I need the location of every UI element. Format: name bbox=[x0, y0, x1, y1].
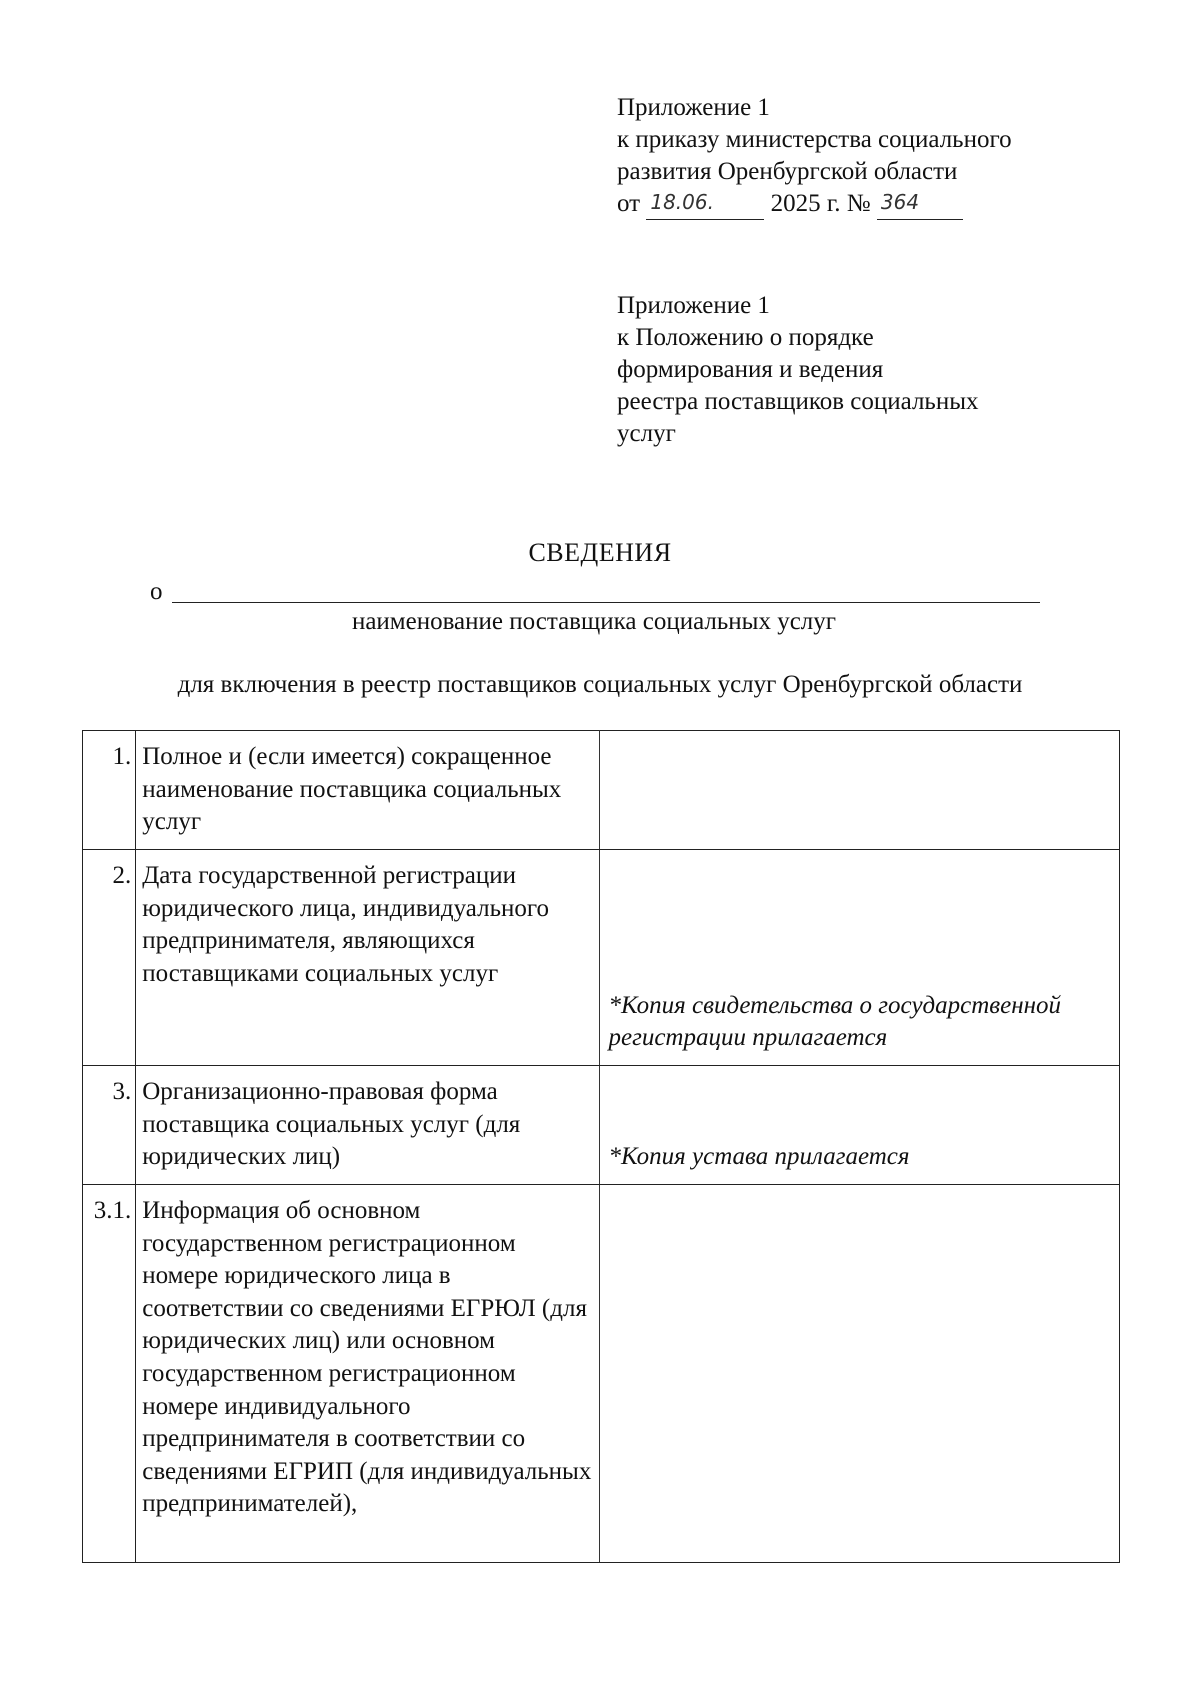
row-number: 3. bbox=[83, 1066, 136, 1185]
about-prefix: о bbox=[150, 578, 163, 605]
row-value-cell[interactable]: *Копия свидетельства о государственной регистрации прилагается bbox=[600, 850, 1120, 1066]
annex-order-line: к приказу министерства социального bbox=[617, 126, 1012, 153]
row-value-cell[interactable]: *Копия устава прилагается bbox=[600, 1066, 1120, 1185]
date-blank bbox=[646, 191, 764, 220]
row-value-cell[interactable] bbox=[600, 731, 1120, 850]
form-purpose: для включения в реестр поставщиков социальных услуг Оренбургской области bbox=[177, 671, 1023, 698]
form-title: СВЕДЕНИЯ bbox=[528, 538, 672, 567]
table-row bbox=[83, 1066, 1120, 1185]
annex-regulation-line: Приложение 1 bbox=[617, 292, 770, 319]
date-prefix: от bbox=[617, 190, 641, 217]
annex-regulation-line: формирования и ведения bbox=[617, 356, 884, 383]
row-label: Дата государственной регистрации юридического лица, индивидуального предпринимателя, являющихся поставщиками социальных услуг bbox=[136, 850, 600, 1066]
row-number: 2. bbox=[83, 850, 136, 1066]
annex-regulation-line: реестра поставщиков социальных bbox=[617, 388, 979, 415]
provider-info-table bbox=[82, 730, 1120, 1563]
row-value-cell[interactable] bbox=[600, 1185, 1120, 1563]
annex-order-line: развития Оренбургской области bbox=[617, 158, 958, 185]
year-and-number-label: 2025 г. № bbox=[770, 190, 871, 217]
provider-name-blank-line bbox=[172, 602, 1040, 603]
handwritten-date: 18.06. bbox=[650, 190, 714, 214]
annex-order-title: Приложение 1 bbox=[617, 94, 770, 121]
row-label: Организационно-правовая форма поставщика социальных услуг (для юридических лиц) bbox=[136, 1066, 600, 1185]
row-number: 1. bbox=[83, 731, 136, 850]
table-row bbox=[83, 731, 1120, 850]
row-label: Информация об основном государственном регистрационном номере юридического лица в соответствии со сведениями ЕГРЮЛ (для юридических лиц) или основном государственном регистрационном номере индивидуального предпринимателя в соответствии со сведениями ЕГРИП (для индивидуальных предпринимателей), bbox=[136, 1185, 600, 1563]
annex-regulation-line: услуг bbox=[617, 420, 676, 447]
annex-regulation-block bbox=[617, 290, 979, 450]
row-number: 3.1. bbox=[83, 1185, 136, 1563]
handwritten-number: 364 bbox=[880, 190, 920, 214]
annex-regulation-line: к Положению о порядке bbox=[617, 324, 874, 351]
number-blank bbox=[877, 191, 963, 220]
table-row bbox=[83, 1185, 1120, 1563]
provider-name-caption: наименование поставщика социальных услуг bbox=[351, 608, 837, 635]
table-row bbox=[83, 850, 1120, 1066]
annex-order-block bbox=[617, 92, 1012, 220]
annex-order-date-line bbox=[617, 188, 1012, 220]
row-label: Полное и (если имеется) сокращенное наименование поставщика социальных услуг bbox=[136, 731, 600, 850]
